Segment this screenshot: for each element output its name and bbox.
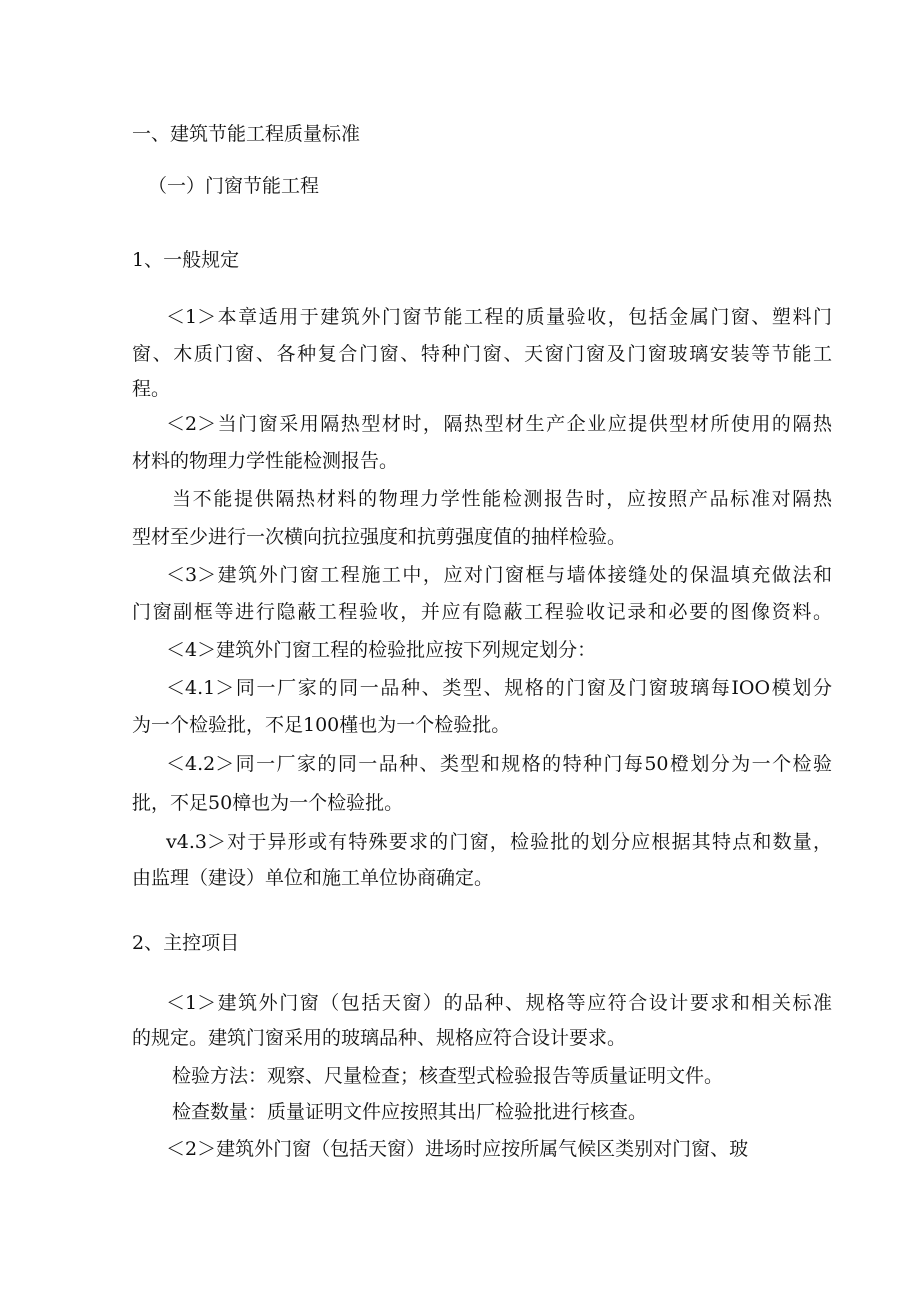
paragraph-1-line-1: ＜1＞本章适用于建筑外门窗节能工程的质量验收，包括金属门窗、塑料门 [166, 306, 832, 328]
sub-heading: （一）门窗节能工程 [148, 175, 320, 197]
paragraph-2b-line-1: 当不能提供隔热材料的物理力学性能检测报告时，应按照产品标准对隔热 [172, 488, 832, 510]
paragraph-1-line-2: 窗、木质门窗、各种复合门窗、特种门窗、天窗门窗及门窗玻璃安装等节能工 [132, 343, 832, 365]
paragraph-4-line-1: ＜4＞建筑外门窗工程的检验批应按下列规定划分： [166, 639, 597, 661]
paragraph-4-2-line-2: 批，不足50樟也为一个检验批。 [132, 792, 404, 814]
paragraph-4-3-line-1: v4.3＞对于异形或有特殊要求的门窗，检验批的划分应根据其特点和数量， [166, 831, 832, 853]
item-1-line-2: 的规定。建筑门窗采用的玻璃品种、规格应符合设计要求。 [132, 1027, 627, 1049]
section-2-title: 2、主控项目 [132, 932, 240, 954]
paragraph-4-3-line-2: 由监理（建设）单位和施工单位协商确定。 [132, 867, 494, 889]
main-heading: 一、建筑节能工程质量标准 [132, 123, 361, 145]
paragraph-4-1-line-1: ＜4.1＞同一厂家的同一品种、类型、规格的门窗及门窗玻璃每IOO模划分 [166, 677, 832, 699]
item-1-line-1: ＜1＞建筑外门窗（包括天窗）的品种、规格等应符合设计要求和相关标准 [166, 992, 832, 1014]
paragraph-2-line-1: ＜2＞当门窗采用隔热型材时，隔热型材生产企业应提供型材所使用的隔热 [166, 413, 832, 435]
paragraph-4-2-line-1: ＜4.2＞同一厂家的同一品种、类型和规格的特种门每50橙划分为一个检验 [166, 753, 832, 775]
inspection-quantity: 检查数量：质量证明文件应按照其出厂检验批进行核查。 [172, 1101, 648, 1123]
paragraph-1-line-3: 程。 [132, 378, 171, 400]
section-1-title: 1、一般规定 [132, 249, 240, 271]
paragraph-4-1-line-2: 为一个检验批，不足100槿也为一个检验批。 [132, 714, 511, 736]
paragraph-3-line-2: 门窗副框等进行隐蔽工程验收，并应有隐蔽工程验收记录和必要的图像资料。 [132, 601, 832, 623]
paragraph-3-line-1: ＜3＞建筑外门窗工程施工中，应对门窗框与墙体接缝处的保温填充做法和 [166, 564, 832, 586]
paragraph-2-line-2: 材料的物理力学性能检测报告。 [132, 450, 399, 472]
inspection-method: 检验方法：观察、尺量检查；核查型式检验报告等质量证明文件。 [172, 1065, 724, 1087]
item-2-line-1: ＜2＞建筑外门窗（包括天窗）进场时应按所属气候区类别对门窗、玻 [166, 1138, 749, 1160]
paragraph-2b-line-2: 型材至少进行一次横向抗拉强度和抗剪强度值的抽样检验。 [132, 526, 627, 548]
